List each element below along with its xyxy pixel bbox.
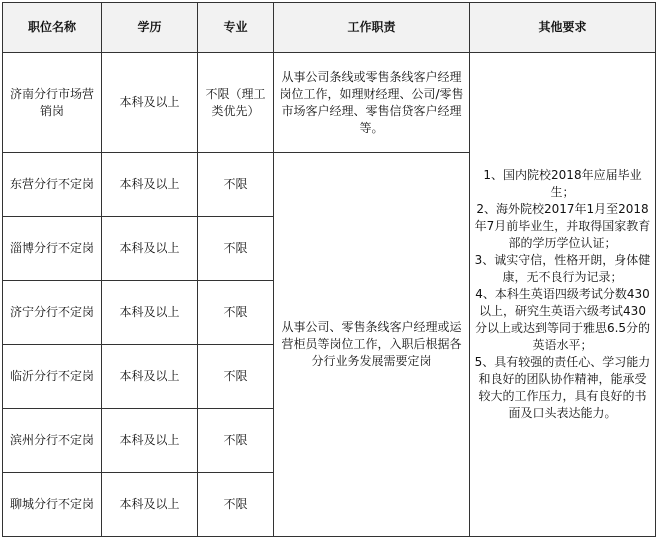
header-position: 职位名称	[3, 3, 102, 53]
header-duties: 工作职责	[274, 3, 470, 53]
education-cell: 本科及以上	[102, 345, 198, 409]
education-cell: 本科及以上	[102, 53, 198, 153]
position-cell: 济宁分行不定岗	[3, 281, 102, 345]
position-cell: 东营分行不定岗	[3, 153, 102, 217]
position-cell: 济南分行市场营销岗	[3, 53, 102, 153]
requirement-item: 2、海外院校2017年1月至2018年7月前毕业生，并取得国家教育部的学历学位认证；	[474, 202, 651, 250]
position-cell: 淄博分行不定岗	[3, 217, 102, 281]
major-cell: 不限	[198, 281, 274, 345]
major-cell: 不限	[198, 153, 274, 217]
requirement-item: 1、国内院校2018年应届毕业生；	[483, 168, 642, 199]
position-cell: 聊城分行不定岗	[3, 473, 102, 537]
position-cell: 滨州分行不定岗	[3, 409, 102, 473]
header-other-requirements: 其他要求	[470, 3, 656, 53]
other-requirements-cell	[470, 53, 656, 537]
table-row	[3, 53, 656, 153]
requirement-item: 4、本科生英语四级考试分数430以上，研究生英语六级考试430分以上或达到等同于雅思6.5分的英语水平；	[474, 287, 651, 352]
major-cell: 不限	[198, 473, 274, 537]
education-cell: 本科及以上	[102, 281, 198, 345]
job-requirements-table	[2, 2, 656, 537]
education-cell: 本科及以上	[102, 409, 198, 473]
major-cell: 不限	[198, 217, 274, 281]
education-cell: 本科及以上	[102, 153, 198, 217]
duties-cell: 从事公司条线或零售条线客户经理岗位工作，如理财经理、公司/零售市场客户经理、零售信贷客户经理等。	[274, 53, 470, 153]
position-cell: 临沂分行不定岗	[3, 345, 102, 409]
major-cell: 不限	[198, 409, 274, 473]
requirement-item: 3、诚实守信，性格开朗，身体健康，无不良行为记录；	[474, 253, 651, 284]
header-education: 学历	[102, 3, 198, 53]
duties-cell: 从事公司、零售条线客户经理或运营柜员等岗位工作，入职后根据各分行业务发展需要定岗	[274, 153, 470, 537]
major-cell: 不限（理工类优先）	[198, 53, 274, 153]
education-cell: 本科及以上	[102, 473, 198, 537]
education-cell: 本科及以上	[102, 217, 198, 281]
header-major: 专业	[198, 3, 274, 53]
major-cell: 不限	[198, 345, 274, 409]
requirement-item: 5、具有较强的责任心、学习能力和良好的团队协作精神，能承受较大的工作压力，具有良好的书面及口头表达能力。	[474, 355, 651, 420]
table-header-row	[3, 3, 656, 53]
